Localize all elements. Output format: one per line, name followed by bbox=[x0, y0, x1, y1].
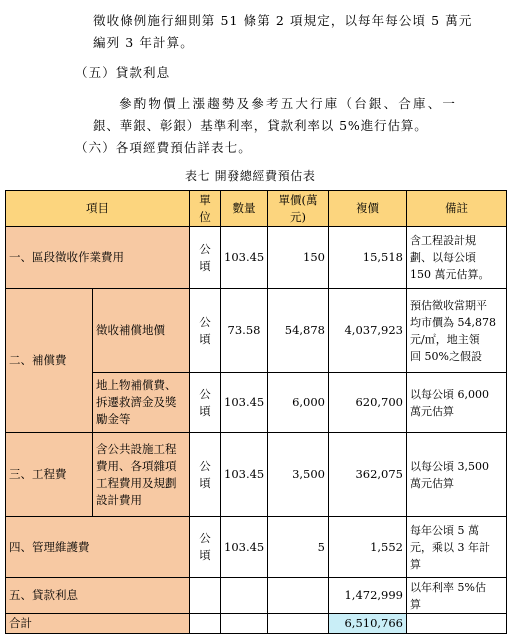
note-line: 含工程設計規 bbox=[410, 234, 476, 247]
sub-label-line: 拆遷救濟金及獎 bbox=[96, 395, 177, 409]
header-unit bbox=[190, 191, 221, 227]
header-unit-line: 單 bbox=[199, 192, 211, 207]
sum-label: 合計 bbox=[6, 614, 190, 634]
header-item: 項目 bbox=[6, 191, 190, 227]
note-line: 以每公頃 3,500 bbox=[410, 459, 489, 473]
header-note: 備註 bbox=[407, 191, 507, 227]
empty-cell bbox=[268, 578, 329, 614]
table-caption: 表七 開發總經費預估表 bbox=[185, 169, 316, 183]
qty-cell: 103.45 bbox=[221, 517, 268, 578]
sub-label-line: 含公共設施工程 bbox=[96, 441, 177, 456]
unit-text: 公 bbox=[199, 458, 211, 473]
row-label: 一、區段徵收作業費用 bbox=[6, 227, 190, 289]
unit-text: 頃 bbox=[199, 331, 211, 346]
price-cell: 150 bbox=[268, 227, 329, 289]
empty-cell bbox=[190, 614, 221, 634]
table-header-row bbox=[6, 191, 507, 227]
note-line: 均市價為 54,878 bbox=[410, 315, 496, 329]
empty-cell bbox=[221, 578, 268, 614]
unit-text: 公 bbox=[199, 386, 211, 401]
sub-label bbox=[93, 373, 190, 433]
note-cell bbox=[407, 433, 507, 517]
sub-label-line: 勵金等 bbox=[96, 412, 131, 426]
note-line: 以每公頃 6,000 bbox=[410, 387, 489, 401]
empty-cell bbox=[190, 578, 221, 614]
note-line: 算 bbox=[410, 557, 421, 571]
sub-label-line: 費用、各項雜項 bbox=[96, 458, 177, 473]
unit-cell bbox=[190, 373, 221, 433]
price-cell: 3,500 bbox=[268, 433, 329, 517]
unit-text: 頃 bbox=[199, 548, 211, 562]
sub-label-line: 地上物補償費、 bbox=[96, 378, 177, 392]
empty-cell bbox=[407, 614, 507, 634]
empty-cell bbox=[221, 614, 268, 634]
row-label: 二、補償費 bbox=[6, 289, 93, 433]
note-cell bbox=[407, 578, 507, 614]
paragraph-line: 參酌物價上漲趨勢及參考五大行庫（台銀、合庫、一 bbox=[119, 96, 458, 111]
table-row bbox=[6, 517, 507, 578]
qty-cell: 103.45 bbox=[221, 433, 268, 517]
price-cell: 54,878 bbox=[268, 289, 329, 373]
note-line: 萬元估算 bbox=[410, 404, 454, 418]
note-line: 回 50%之假設 bbox=[410, 349, 482, 363]
note-line: 預估徵收當期平 bbox=[410, 298, 487, 312]
empty-cell bbox=[268, 614, 329, 634]
unit-cell bbox=[190, 517, 221, 578]
note-cell bbox=[407, 289, 507, 373]
sub-label: 徵收補償地價 bbox=[93, 289, 190, 373]
total-cell: 1,472,999 bbox=[329, 578, 407, 614]
qty-cell: 103.45 bbox=[221, 373, 268, 433]
unit-text: 頃 bbox=[199, 475, 211, 490]
header-qty: 數量 bbox=[221, 191, 268, 227]
table-row bbox=[6, 289, 507, 373]
unit-text: 頃 bbox=[199, 258, 211, 273]
grand-total-cell: 6,510,766 bbox=[329, 614, 407, 634]
sub-label-line: 工程費用及規劃 bbox=[96, 475, 177, 490]
note-line: 算 bbox=[410, 597, 421, 611]
qty-cell: 103.45 bbox=[221, 227, 268, 289]
sub-label bbox=[93, 433, 190, 517]
total-cell: 4,037,923 bbox=[329, 289, 407, 373]
header-price: 單價(萬元) bbox=[268, 191, 329, 227]
unit-text: 公 bbox=[199, 531, 211, 545]
note-line: 150 萬元估算。 bbox=[410, 268, 490, 281]
paragraph-line: 編列 3 年計算。 bbox=[93, 35, 194, 50]
sub-label-line: 設計費用 bbox=[96, 492, 142, 507]
unit-text: 公 bbox=[199, 314, 211, 329]
sum-row bbox=[6, 614, 507, 634]
unit-text: 公 bbox=[199, 241, 211, 256]
price-cell: 6,000 bbox=[268, 373, 329, 433]
row-label: 三、工程費 bbox=[6, 433, 93, 517]
total-cell: 620,700 bbox=[329, 373, 407, 433]
total-cell: 15,518 bbox=[329, 227, 407, 289]
budget-table bbox=[5, 190, 507, 634]
total-cell: 362,075 bbox=[329, 433, 407, 517]
total-cell: 1,552 bbox=[329, 517, 407, 578]
unit-cell bbox=[190, 433, 221, 517]
table-row bbox=[6, 578, 507, 614]
note-line: 以年利率 5%估 bbox=[410, 580, 486, 594]
unit-cell bbox=[190, 227, 221, 289]
unit-text: 頃 bbox=[199, 403, 211, 418]
paragraph-line: 徵收條例施行細則第 51 條第 2 項規定，以每年每公頃 5 萬元 bbox=[93, 13, 473, 28]
unit-cell bbox=[190, 289, 221, 373]
header-total: 複價 bbox=[329, 191, 407, 227]
header-unit-line: 位 bbox=[199, 209, 211, 224]
note-line: 萬元估算 bbox=[410, 476, 454, 490]
price-cell: 5 bbox=[268, 517, 329, 578]
section-heading: （六）各項經費預估詳表七。 bbox=[75, 140, 252, 155]
note-cell bbox=[407, 517, 507, 578]
note-line: 元，乘以 3 年計 bbox=[410, 540, 490, 554]
note-line: 劃、以每公頃 bbox=[410, 251, 476, 264]
note-cell bbox=[407, 227, 507, 289]
table-row bbox=[6, 227, 507, 289]
section-heading: （五）貸款利息 bbox=[75, 65, 171, 80]
table-row bbox=[6, 433, 507, 517]
row-label: 四、管理維護費 bbox=[6, 517, 190, 578]
note-cell bbox=[407, 373, 507, 433]
paragraph-line: 銀、華銀、彰銀）基準利率，貸款利率以 5%進行估算。 bbox=[93, 118, 428, 133]
note-line: 每年公頃 5 萬 bbox=[410, 523, 479, 537]
qty-cell: 73.58 bbox=[221, 289, 268, 373]
row-label: 五、貸款利息 bbox=[6, 578, 190, 614]
note-line: 元/㎡，地主領 bbox=[410, 332, 480, 346]
